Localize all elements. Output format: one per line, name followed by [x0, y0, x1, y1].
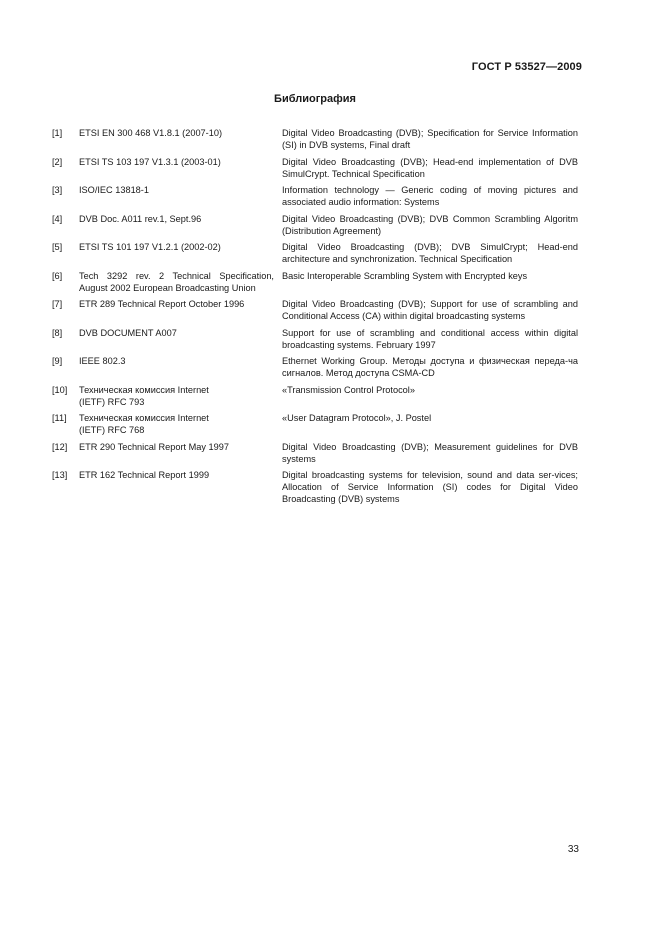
bibliography-entry [52, 270, 578, 294]
entry-source: ETR 289 Technical Report October 1996 [79, 299, 245, 309]
entry-source: ETR 290 Technical Report May 1997 [79, 441, 229, 452]
entry-source: Техническая комиссия Internet (IETF) RFC 793 [79, 384, 209, 407]
entry-source: ETSI TS 101 197 V1.2.1 (2002-02) [79, 242, 221, 252]
entry-source: DVB Doc. A011 rev.1, Sept.96 [79, 213, 202, 224]
entry-number: [9] [52, 356, 63, 366]
entry-number: [5] [52, 242, 63, 252]
entry-title: «Transmission Control Protocol» [282, 384, 415, 395]
entry-title: Digital Video Broadcasting (DVB); Specification for Service Information (SI) in DVB systems, Final draft [282, 128, 578, 150]
entry-source: IEEE 802.3 [79, 356, 126, 366]
entry-number: [8] [52, 327, 63, 338]
entry-source: ETSI TS 103 197 V1.3.1 (2003-01) [79, 156, 221, 167]
section-title: Библиография [274, 93, 356, 105]
entry-title: Information technology — Generic coding of moving pictures and associated audio information: Systems [282, 185, 578, 207]
bibliography-entry [52, 441, 578, 465]
entry-title: Support for use of scrambling and conditional access within digital broadcasting systems. February 1997 [282, 327, 578, 350]
entry-title: Basic Interoperable Scrambling System with Encrypted keys [282, 270, 528, 281]
document-header: ГОСТ Р 53527—2009 [471, 61, 582, 73]
entry-number: [3] [52, 185, 63, 195]
bibliography-entry [52, 241, 578, 265]
entry-title: «User Datagram Protocol», J. Postel [282, 413, 432, 423]
entry-number: [6] [52, 270, 63, 281]
entry-title: Digital Video Broadcasting (DVB); Head-end implementation of DVB SimulCrypt. Technical Specification [282, 156, 578, 179]
entry-number: [12] [52, 441, 68, 452]
entry-title: Digital Video Broadcasting (DVB); Measurement guidelines for DVB systems [282, 441, 578, 464]
entry-title: Digital Video Broadcasting (DVB); Support for use of scrambling and Conditional Access (CA) within digital broadcasting systems [282, 299, 578, 321]
bibliography-entry [52, 156, 578, 180]
bibliography-entry [52, 298, 578, 322]
entry-source: ETR 162 Technical Report 1999 [79, 470, 210, 480]
bibliography-entry [52, 327, 578, 351]
bibliography-entry [52, 412, 578, 436]
entry-source: DVB DOCUMENT A007 [79, 327, 177, 338]
entry-source: Техническая комиссия Internet (IETF) RFC 768 [79, 413, 209, 435]
bibliography-entry [52, 213, 578, 237]
entry-title: Digital Video Broadcasting (DVB); DVB SimulCrypt; Head-end architecture and synchronization. Technical Specification [282, 242, 578, 264]
entry-number: [4] [52, 213, 63, 224]
page-number: 33 [567, 844, 579, 855]
bibliography-entry [52, 355, 578, 379]
entry-number: [10] [52, 384, 68, 395]
bibliography-entry [52, 184, 578, 208]
bibliography-entry [52, 469, 578, 505]
entry-source: ETSI EN 300 468 V1.8.1 (2007-10) [79, 128, 223, 138]
entry-number: [1] [52, 128, 63, 138]
entry-source: Tech 3292 rev. 2 Technical Specification, August 2002 European Broadcasting Union [79, 270, 274, 293]
entry-title: Ethernet Working Group. Методы доступа и физическая переда-ча сигналов. Метод доступа CSMA-CD [282, 356, 578, 378]
entry-title: Digital Video Broadcasting (DVB); DVB Common Scrambling Algoritm (Distribution Agreement) [282, 213, 578, 236]
entry-number: [2] [52, 156, 63, 167]
bibliography-entry [52, 384, 578, 408]
entry-title: Digital broadcasting systems for television, sound and data ser-vices; Allocation of Service Information (SI) codes for Digital Video Broadcasting (DVB) systems [282, 470, 578, 504]
entry-number: [7] [52, 299, 63, 309]
bibliography-entry [52, 127, 578, 151]
bibliography-list [52, 127, 578, 510]
entry-number: [13] [52, 470, 68, 480]
entry-source: ISO/IEC 13818-1 [79, 185, 149, 195]
entry-number: [11] [52, 413, 67, 423]
